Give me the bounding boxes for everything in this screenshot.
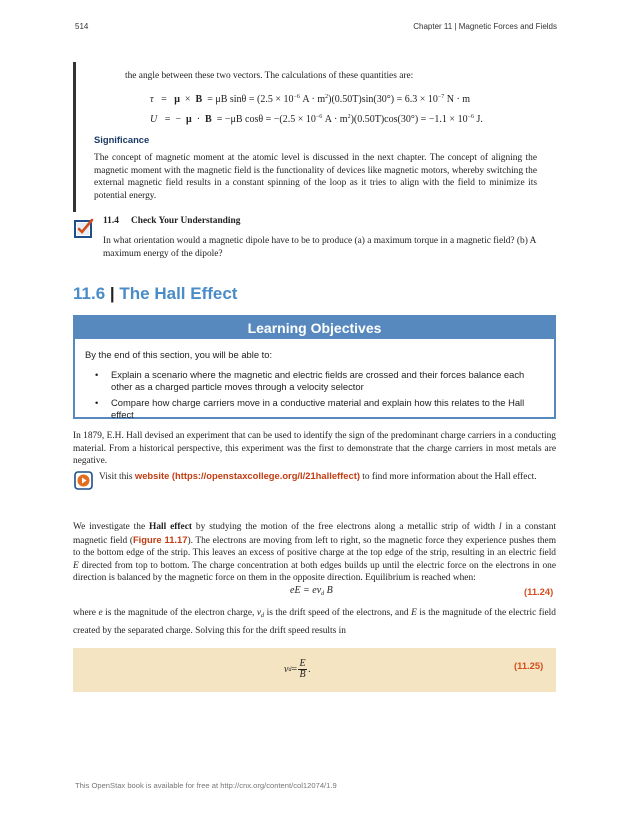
section-separator: | xyxy=(109,284,115,303)
hall-effect-paragraph xyxy=(73,521,556,585)
intro-paragraph: In 1879, E.H. Hall devised an experiment that can be used to identify the sign of the predominant charge carriers in a conducting material. From a historical perspective, this experiment was the first to demonstrate that the charge carriers in most metals are negative. xyxy=(73,431,556,467)
p2-text-c: in a constant magnetic field ( xyxy=(73,522,556,546)
objective-item: • Explain a scenario where the magnetic and electric fields are crossed and their forces balance each other as a charged particle moves through a velocity selector xyxy=(95,369,535,393)
chapter-header: Chapter 11 | Magnetic Forces and Fields xyxy=(413,22,557,31)
significance-text: The concept of magnetic moment at the atomic level is discussed in the next chapter. The concept of aligning the magnetic moment with the magnetic field is the functionality of devices like magnetic motors, whereby switching the external magnetic field results in a constant spinning of the loop as it tries to align with the field to minimize its potential energy. xyxy=(94,153,537,201)
equation-number-11-24: (11.24) xyxy=(524,586,554,597)
energy-exp2: 2 xyxy=(347,114,351,120)
eq1-end: B xyxy=(324,585,333,596)
hall-effect-website-link[interactable]: website (https://openstaxcollege.org/l/21halleffect) xyxy=(134,470,360,481)
energy-end: )(0.50T)cos(30°) = −1.1 × 10 xyxy=(350,114,468,125)
torque-rhs: μB sinθ = (2.5 × 10 xyxy=(215,94,294,105)
section-number: 11.6 xyxy=(73,284,106,303)
mu-vector-2: μ xyxy=(186,114,192,125)
field-symbol: E xyxy=(73,560,79,571)
check-understanding-icon xyxy=(74,218,94,238)
section-name: The Hall Effect xyxy=(119,284,238,303)
p3-text-a: where xyxy=(73,608,99,618)
example-side-bar xyxy=(73,62,76,212)
eq1-subscript: d xyxy=(321,591,325,597)
figure-link[interactable]: Figure 11.17 xyxy=(132,533,188,545)
p3-text-d: is the magnitude of the electric field created by the separated charge. Solving this for the drift speed results in xyxy=(73,608,556,636)
torque-equation: τ = μ × B = μB $\sin\theta = (2.5 \times 10^{-6}$ $A \cdot m^2)(0.50T)\sin(30^\circ) = 6.3 \times 10^{-7}$ N · m xyxy=(150,94,471,105)
learning-objectives-list xyxy=(95,369,535,425)
mu-vector: μ xyxy=(174,94,180,105)
eq2-lhs: v xyxy=(284,663,289,675)
check-understanding-title: Check Your Understanding xyxy=(131,216,241,226)
p2-text-d: ). The electrons are moving from left to right, so the magnetic force they experience pushes them to the bottom edge of the strip. This leaves an excess of positive charge at the top edge of the strip, resulting in an electric field xyxy=(73,535,556,559)
media-note xyxy=(99,470,557,484)
torque-exp1: −6 xyxy=(293,94,300,100)
p3-text-c: is the drift speed of the electrons, and xyxy=(264,608,412,618)
eq2-equals: = xyxy=(291,663,298,675)
equation-11-25-box xyxy=(73,648,556,692)
footer-text: This OpenStax book is available for free at http://cnx.org/content/col12074/1.9 xyxy=(75,781,337,790)
torque-unit: N · m xyxy=(444,94,471,105)
check-understanding-text: In what orientation would a magnetic dipole have to be to produce (a) a maximum torque in a magnetic field? (b) A maximum energy of the dipole? xyxy=(103,236,536,259)
learning-objectives-heading: Learning Objectives xyxy=(75,317,554,339)
width-symbol: l xyxy=(498,522,502,532)
eq2-denominator: B xyxy=(299,669,306,680)
p2-text-e: directed from top to bottom. The charge concentration at both edges builds up until the electric force on the electrons in one direction is balanced by the magnetic force on them in the opposite direction. Equilibrium is reached when: xyxy=(73,560,556,584)
velocity-subscript: d xyxy=(261,613,265,619)
eq2-numerator: E xyxy=(299,658,306,669)
p2-text-b: by studying the motion of the free electrons along a metallic strip of width xyxy=(192,522,499,532)
p2-text-a: We investigate the xyxy=(73,522,150,532)
energy-rhs: −μB cosθ = −(2.5 × 10 xyxy=(224,114,316,125)
significance-title: Significance xyxy=(94,134,150,145)
torque-exp3: −7 xyxy=(437,94,445,100)
energy-mid: A · m xyxy=(322,114,348,125)
eq1-main: eE = ev xyxy=(290,585,322,596)
section-title xyxy=(73,284,237,304)
example-intro-text: the angle between these two vectors. The calculations of these quantities are: xyxy=(125,71,414,81)
b-vector-2: B xyxy=(205,114,212,125)
torque-exp2: 2 xyxy=(325,94,329,100)
hall-effect-term: Hall effect xyxy=(149,522,192,532)
equation-11-24 xyxy=(290,584,333,601)
energy-equation: U = − μ · B = −μB $\cos\theta = -(2.5 \times 10^{-6}$ $A \cdot m^2)(0.50T)\cos(30^\circ) = -1.1 \times 10^{-6}$ J. xyxy=(150,114,483,125)
learning-objectives-box xyxy=(73,315,556,419)
equation-number-11-25: (11.25) xyxy=(514,660,544,671)
b-vector: B xyxy=(195,94,203,105)
energy-symbol: U xyxy=(150,114,158,125)
p3-text-b: is the magnitude of the electron charge, xyxy=(102,608,257,618)
velocity-symbol: v xyxy=(256,608,262,618)
equation-11-25 xyxy=(284,659,311,680)
check-understanding-number: 11.4 xyxy=(103,216,119,226)
media-play-icon xyxy=(74,471,93,490)
field-symbol-2: E xyxy=(411,608,417,618)
energy-unit: J. xyxy=(473,114,483,125)
learning-objectives-intro: By the end of this section, you will be able to: xyxy=(85,349,273,360)
media-post-text: to find more information about the Hall effect. xyxy=(359,472,537,482)
media-pre-text: Visit this xyxy=(99,472,135,482)
energy-exp1: −6 xyxy=(315,114,323,120)
torque-mid: A · m xyxy=(299,94,326,105)
objective-item: • Compare how charge carriers move in a conductive material and explain how this relates to the Hall effect xyxy=(95,397,535,421)
drift-speed-paragraph xyxy=(73,606,556,639)
eq2-subscript: d xyxy=(288,666,292,673)
energy-exp3: −6 xyxy=(467,114,474,120)
eq2-period: . xyxy=(308,663,311,675)
eq2-fraction xyxy=(298,659,307,680)
charge-symbol: e xyxy=(98,608,103,618)
torque-end: )(0.50T)sin(30°) = 6.3 × 10 xyxy=(328,94,438,105)
torque-symbol: τ xyxy=(150,94,154,105)
page-number: 514 xyxy=(75,22,89,31)
